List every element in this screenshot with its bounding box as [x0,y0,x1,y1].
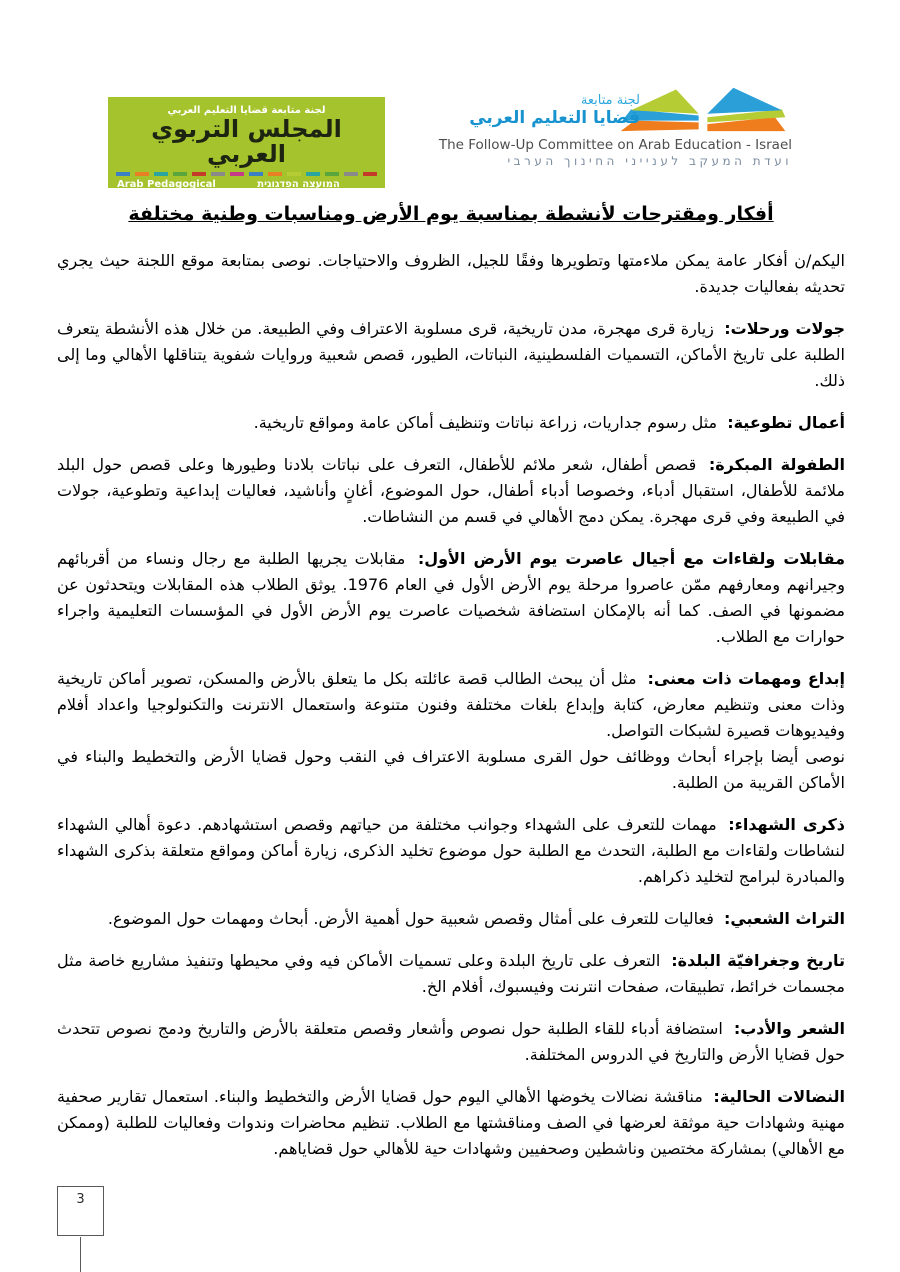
arab-pedagogical-council-logo [108,97,385,202]
section-heading: الطفولة المبكرة: [708,455,845,474]
section-body-text: فعاليات للتعرف على أمثال وقصص شعبية حول أهمية الأرض. أبحاث ومهمات حول الموضوع. [107,909,714,928]
color-dash [230,172,244,176]
color-dash [192,172,206,176]
section-heading: النضالات الحالية: [713,1087,846,1106]
section-paragraph [57,410,845,436]
apc-logo-arc-text: لجنة متابعة قضايا التعليم العربي [167,105,326,116]
section-heading: إبداع ومهمات ذات معنى: [647,669,845,688]
section-body-text: التعرف على تاريخ البلدة وعلى تسميات الأماكن فيه وفي محيطها وتنفيذ مشاريع خاصة مثل مجسمات خرائط، تطبيقات، صفحات انترنت وفيسبوك، أفلام الخ. [57,951,845,996]
section-heading: الشعر والأدب: [733,1019,846,1038]
apc-logo-subtitle-english: Arab Pedagogical Council [117,179,216,202]
color-dash [363,172,377,176]
section-body-text: مثل أن يبحث الطالب قصة عائلته بكل ما يتعلق بالأرض والمسكن، تصوير أماكن تاريخية وذات معنى وتنظيم معارض، كتابة وإبداع بلغات مختلفة وفنون متنوعة واستعمال الانترنت والتكنولوجيا واعداد أفلام وفيديوهات قصيرة لشبكات التواصل. [57,669,845,740]
section-body-secondary-text: نوصى أيضا بإجراء أبحاث ووظائف حول القرى مسلوبة الاعتراف في النقب وحول قضايا الأرض والتخطيط والبناء في الأماكن القريبة من الطلبة. [57,747,845,792]
section-body-text: مقابلات يجريها الطلبة مع رجال ونساء من أقربائهم وجيرانهم ومعارفهم ممّن عاصروا مرحلة يوم الأرض الأول في العام 1976. يوثق الطلاب هذه المقابلات ويتحدثون عن مضمونها في الصف. كما أنه بالإمكان استضافة شخصيات عاصرت يوم الأرض الأول في المؤسسات التعليمية واجراء حوارات مع الطلاب. [57,549,846,646]
document-body [57,248,845,1178]
section-body-text: مناقشة نضالات يخوضها الأهالي اليوم حول قضايا الأرض والتخطيط والبناء. استعمال تقارير صحفية مهنية وشهادات حية موثقة لعرضها في الصف ومناقشتها مع الطلاب. تنظيم محاضرات وندوات وفعاليات للطلبة (وممكن مع الأهالي) بمشاركة مختصين وناشطين وصحفيين وشهادات حية للأهالي حول قضاياهم. [57,1087,845,1158]
section-paragraph [57,948,845,1000]
section-paragraph [57,812,845,890]
color-dash [116,172,130,176]
follow-up-committee-logo [430,86,792,170]
color-dash [306,172,320,176]
section-body-text: مهمات للتعرف على الشهداء وجوانب مختلفة من حياتهم وقصص استشهادهم. دعوة أهالي الشهداء لنشاطات ولقاءات مع الطلبة، التحدث مع الطلبة حول موضوع تخليد الذكرى، زيارة أماكن ومواقع متعلقة بذكرى الشهداء والمبادرة لبرامج لتخليد ذكراهم. [57,815,845,886]
section-heading: أعمال تطوعية: [727,413,845,432]
section-body-text: قصص أطفال، شعر ملائم للأطفال، التعرف على نباتات بلادنا وطيورها وعلى قصص حول البلد ملائمة للأطفال، استقبال أدباء، وخصوصا أدباء أطفال، حول الموضوع، أغانٍ وأناشيد، فعاليات إبداعية وتطوعية، جولات في الطبيعة وفي قرى مهجرة. يمكن دمج الأهالي في قسم من النشاطات. [57,455,845,526]
open-book-logo-icon [614,86,792,138]
section-heading: تاريخ وجغرافيّة البلدة: [671,951,846,970]
section-heading: جولات ورحلات: [724,319,845,338]
color-dash [249,172,263,176]
page-number-anchor-line [80,1237,81,1272]
sections-container [57,316,845,1162]
section-body-text: زيارة قرى مهجرة، مدن تاريخية، قرى مسلوبة الاعتراف وفي الطبيعة. من خلال هذه الأنشطة يتعرف الطلبة على تاريخ الأماكن، التسميات الفلسطينية، النباتات، الطيور، قصص شعبية وروايات شفوية يتناقلها الأهالي وما إلى ذلك. [57,319,845,390]
section-paragraph [57,666,845,796]
apc-logo-title: المجلس التربوي العربي [151,115,342,169]
fucae-name-hebrew: ועדת המעקב לענייני החינוך הערבי [507,154,792,168]
color-dash [344,172,358,176]
section-body-text: مثل رسوم جداريات، زراعة نباتات وتنظيف أماكن عامة ومواقع تاريخية. [253,413,718,432]
section-paragraph [57,546,845,650]
section-paragraph [57,316,845,394]
color-dash [173,172,187,176]
section-heading: التراث الشعبي: [723,909,845,928]
fucae-name-english: The Follow-Up Committee on Arab Education - Israel [438,137,792,153]
page-number: 3 [76,1192,85,1207]
page-number-box [57,1186,104,1236]
color-dash [325,172,339,176]
color-dash [268,172,282,176]
fucae-name-arabic-line1: لجنة متابعة [580,93,640,108]
color-dash-row [116,172,377,176]
document-title: أفكار ومقترحات لأنشطة بمناسبة يوم الأرض ومناسبات وطنية مختلفة [128,203,774,225]
intro-paragraph: اليكم/ن أفكار عامة يمكن ملاءمتها وتطويرها وفقًا للجيل، الظروف والاحتياجات. نوصى بمتابعة موقع اللجنة حيث يجري تحديثه بفعاليات جديدة. [57,251,845,296]
section-paragraph [57,1016,845,1068]
section-paragraph [57,1084,845,1162]
section-paragraph [57,452,845,530]
color-dash [211,172,225,176]
section-heading: مقابلات ولقاءات مع أجيال عاصرت يوم الأرض الأول: [417,549,845,568]
color-dash [135,172,149,176]
apc-logo-subtitle-hebrew: המועצה הפדגוגית הערבית [257,179,340,202]
section-paragraph [57,906,845,932]
color-dash [287,172,301,176]
section-heading: ذكرى الشهداء: [728,815,846,834]
fucae-name-arabic-line2: قضايا التعليم العربي [469,107,640,128]
color-dash [154,172,168,176]
section-body-text: استضافة أدباء للقاء الطلبة حول نصوص وأشعار وقصص متعلقة بالأرض والتاريخ ودمج نصوص تتحدث حول قضايا الأرض والتاريخ في الدروس المختلفة. [57,1019,845,1064]
